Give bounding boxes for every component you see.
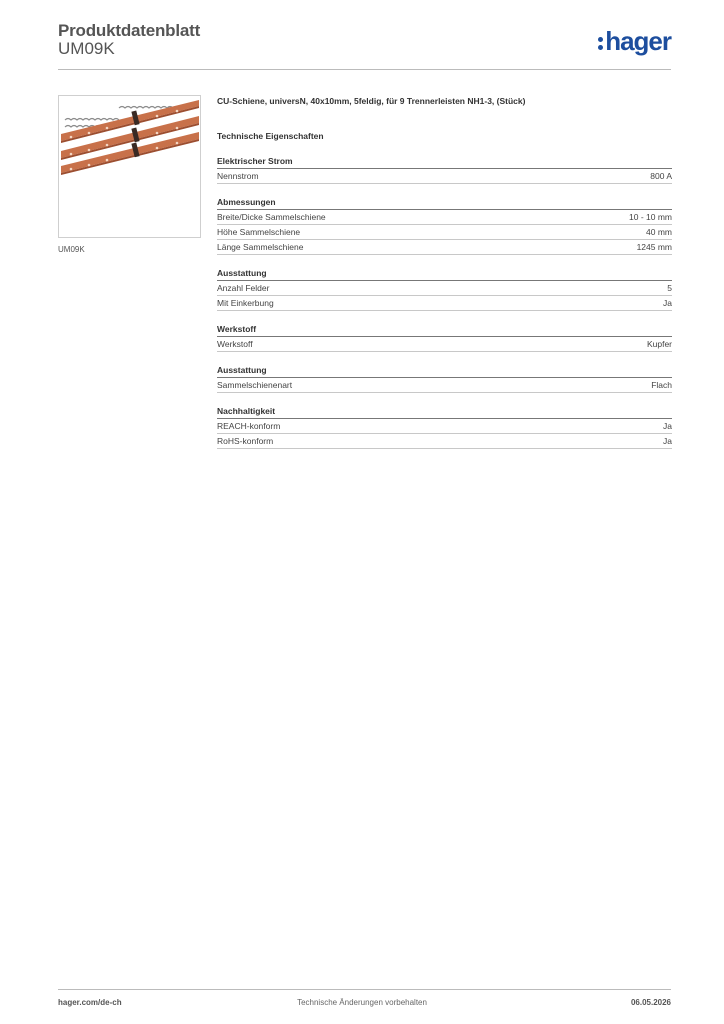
page-title: Produktdatenblatt: [58, 21, 201, 40]
busbar-illustration: [59, 96, 201, 238]
section-title: Ausstattung: [217, 364, 672, 378]
section-title: Ausstattung: [217, 267, 672, 281]
section-dimensions: [217, 196, 672, 255]
spec-row: [217, 434, 672, 449]
spec-row: [217, 240, 672, 255]
spec-value: Ja: [663, 298, 672, 308]
section-title: Nachhaltigkeit: [217, 405, 672, 419]
hager-logo: [598, 28, 671, 54]
spec-label: REACH-konform: [217, 421, 281, 431]
section-material: [217, 323, 672, 352]
logo-dots-icon: [598, 34, 603, 53]
spec-label: RoHS-konform: [217, 436, 274, 446]
product-image: [58, 95, 201, 238]
spec-value: Ja: [663, 436, 672, 446]
footer-date: 06.05.2026: [630, 998, 671, 1007]
footer-notice: Technische Änderungen vorbehalten: [297, 998, 427, 1007]
spec-row: [217, 281, 672, 296]
spec-row: [217, 225, 672, 240]
footer-website-link[interactable]: hager.com/de-ch: [58, 998, 122, 1007]
spec-row: [217, 296, 672, 311]
section-equipment-2: [217, 364, 672, 393]
spec-row: [217, 337, 672, 352]
section-title: Werkstoff: [217, 323, 672, 337]
image-caption: UM09K: [58, 245, 85, 254]
spec-value: Flach: [651, 380, 672, 390]
spec-content: [217, 96, 672, 461]
spec-label: Länge Sammelschiene: [217, 242, 304, 252]
header-divider: [58, 69, 671, 70]
spec-label: Sammelschienenart: [217, 380, 293, 390]
tech-heading: Technische Eigenschaften: [217, 131, 324, 141]
spec-value: Kupfer: [646, 339, 672, 349]
spec-row: [217, 378, 672, 393]
spec-row: [217, 210, 672, 225]
spec-value: 1245 mm: [636, 242, 672, 252]
copper-bars: [61, 100, 199, 175]
spec-label: Höhe Sammelschiene: [217, 227, 301, 237]
spec-value: Ja: [663, 421, 672, 431]
product-description: CU-Schiene, universN, 40x10mm, 5feldig, für 9 Trennerleisten NH1-3, (Stück): [217, 96, 526, 106]
spec-value: 5: [667, 283, 672, 293]
section-electrical: [217, 155, 672, 184]
spec-label: Nennstrom: [217, 171, 259, 181]
section-title: Abmessungen: [217, 196, 672, 210]
section-title: Elektrischer Strom: [217, 155, 672, 169]
article-number: UM09K: [58, 39, 115, 58]
spec-value: 800 A: [650, 171, 672, 181]
section-sustainability: [217, 405, 672, 449]
spec-value: 10 - 10 mm: [629, 212, 672, 222]
spec-label: Werkstoff: [217, 339, 253, 349]
logo-text: hager: [605, 26, 671, 56]
spec-row: [217, 169, 672, 184]
spec-label: Anzahl Felder: [217, 283, 270, 293]
section-equipment: [217, 267, 672, 311]
spec-value: 40 mm: [646, 227, 672, 237]
spec-label: Mit Einkerbung: [217, 298, 274, 308]
spec-row: [217, 419, 672, 434]
footer-divider: [58, 989, 671, 990]
spec-label: Breite/Dicke Sammelschiene: [217, 212, 326, 222]
